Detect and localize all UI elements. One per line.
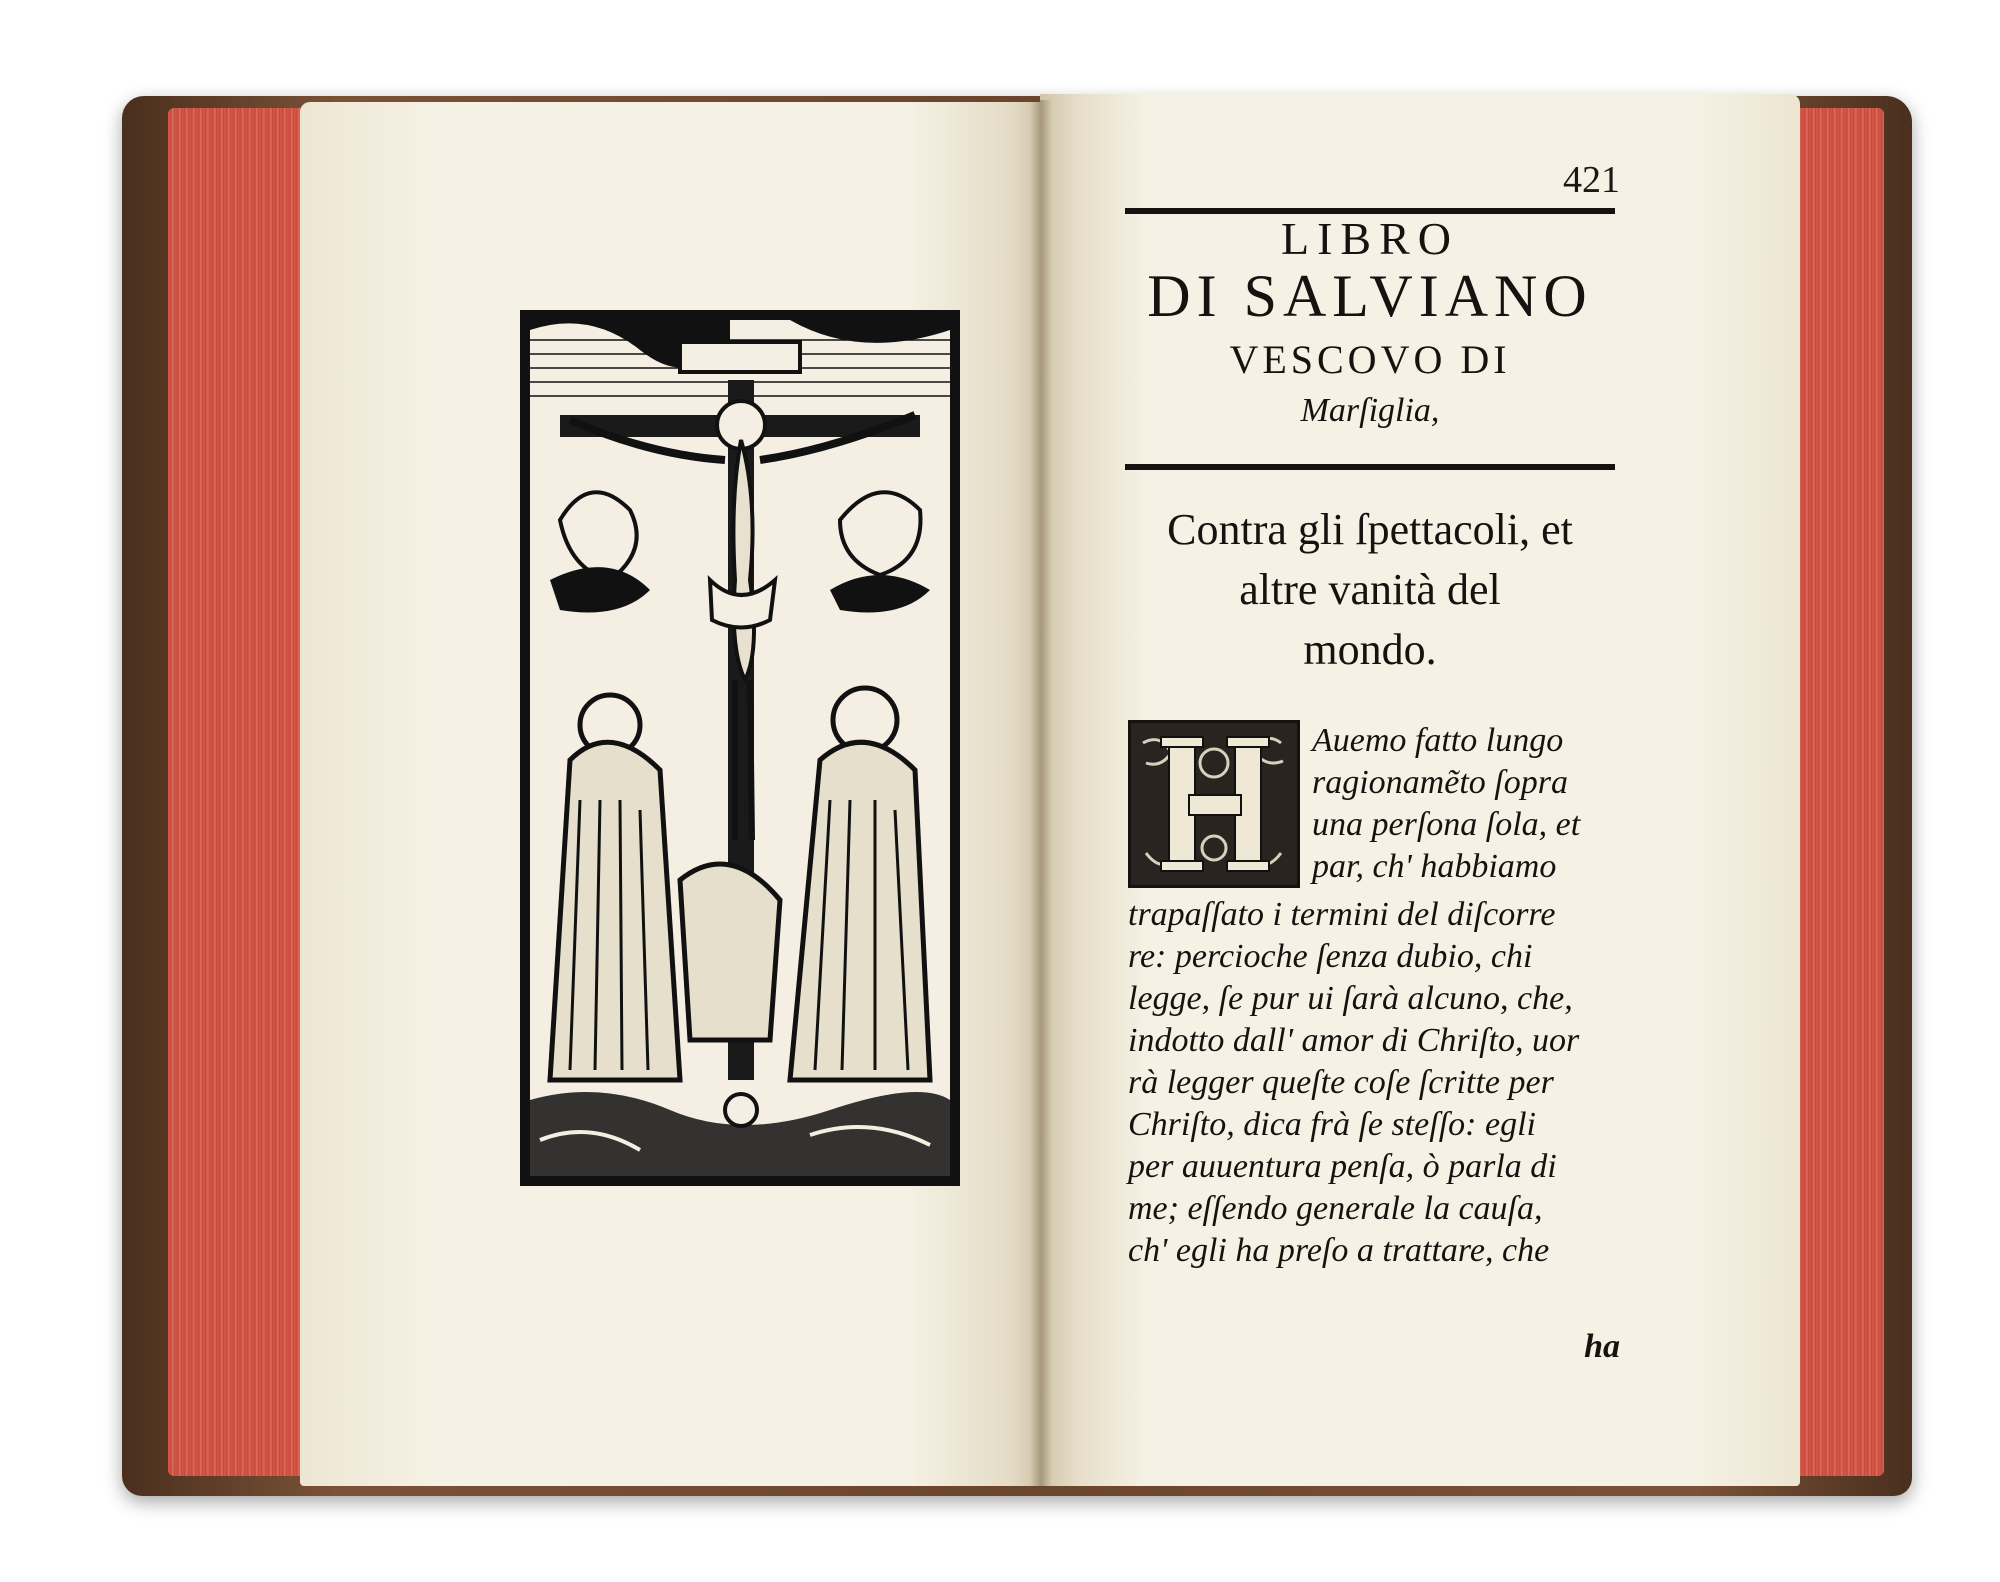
text-line: ch' egli ha preſo a trattare, che [1128, 1232, 1550, 1269]
text-line: rà legger queſte coſe ſcritte per [1128, 1064, 1554, 1101]
text-line: par, ch' habbiamo [1312, 848, 1557, 885]
text-line: legge, ſe pur ui ſarà alcuno, che, [1128, 980, 1573, 1017]
title-line-4: Marſiglia, [1300, 392, 1440, 429]
chapter-heading [1120, 500, 1620, 680]
book-gutter [1030, 100, 1052, 1488]
title-line-1: LIBRO [1281, 213, 1459, 264]
text-line: re: percioche ſenza dubio, chi [1128, 938, 1533, 975]
heading-line: altre vanità del [1239, 565, 1501, 614]
text-line: Chriſto, dica frà ſe steſſo: egli [1128, 1106, 1536, 1143]
title-rule-bottom [1125, 464, 1615, 470]
left-page-edges [168, 108, 318, 1476]
page-number: 421 [1563, 159, 1620, 201]
title-line-3: VESCOVO DI [1229, 337, 1511, 382]
title-line-2: DI SALVIANO [1147, 263, 1593, 329]
text-line: Auemo fatto lungo [1312, 722, 1564, 759]
text-line: ragionamẽto ſopra [1312, 764, 1568, 801]
heading-line: mondo. [1303, 625, 1437, 674]
decorated-initial [1128, 720, 1300, 888]
text-line: una perſona ſola, et [1312, 806, 1581, 843]
catchword: ha [1584, 1328, 1620, 1365]
text-line: me; eſſendo generale la cauſa, [1128, 1190, 1543, 1227]
text-line: indotto dall' amor di Chriſto, uor [1128, 1022, 1580, 1059]
text-line: trapaſſato i termini del diſcorre [1128, 896, 1556, 933]
body-text [1128, 894, 1622, 1272]
heading-line: Contra gli ſpettacoli, et [1167, 505, 1573, 554]
crucifixion-woodcut [520, 310, 960, 1186]
text-line: per auuentura penſa, ò parla di [1128, 1148, 1557, 1185]
body-first-lines [1312, 720, 1622, 888]
